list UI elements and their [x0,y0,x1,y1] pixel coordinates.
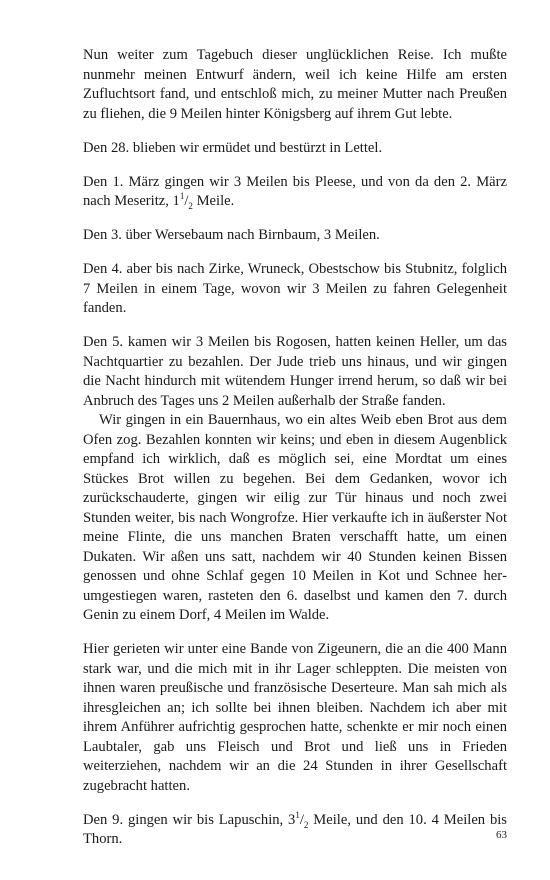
march-text-end: Meile. [192,193,235,209]
paragraph-5: Den 5. kamen wir 3 Meilen bis Rogosen, hatten keinen Heller, um das Nachtquartier zu bezahlen. Der Jude trieb uns hinaus, und wir gingen die Nacht hindurch mit wütendem Hunger irrend herum, so daß wir bei Anbruch des Tages uns 2 Meilen außerhalb der Straße fanden. [83,334,507,409]
fraction-slash: / [184,193,189,209]
paragraph-zigeuner: Hier gerieten wir unter eine Bande von Zigeunern, die an die 400 Mann stark war, und die mich mit in ihr Lager schleppten. Die meisten von ihnen waren preußische und französische Deserteure. Man sah mich als ihresgleichen an; ich sollte bei ihnen bleiben. Nachdem ich aber mit ihrem Anführer aufrichtig gesprochen hatte, schenkte er mir noch einen Laubtaler, gab uns Fleisch und Brot und ließ uns in Frieden weiterziehen, nachdem wir an die 24 Stunden in ihrer Gesellschaft zugebracht hatten. [83,641,507,794]
march-text: Den 1. März gingen wir 3 Meilen bis Pleese, und von da den 2. März nach Meseritz, 1 [83,173,507,209]
page-number: 63 [496,829,507,841]
paragraph-3: Den 3. über Wersebaum nach Birnbaum, 3 Meilen. [83,227,380,243]
paragraph-28: Den 28. blieben wir ermüdet und bestürzt in Lettel. [83,139,383,156]
paragraph-9 [83,811,507,850]
fraction-denominator: 2 [188,200,193,211]
paragraph-bauernhaus: Wir gingen in ein Bauernhaus, wo ein altes Weib eben Brot aus dem Ofen zog. Bezahlen konnten wir keins; und eben in diesem Augenblick empfand ich wirklich, daß es möglich sei, eine Mordtat um eines Stückes Brot willen zu begehen. Bei dem Gedanken, wovor ich zurückschauderte, gingen wir eilig zur Tür hinaus und noch zwei Stunden weiter, bis nach Wongrofze. Hier verkaufte ich in äußerster Not meine Flinte, die uns manchen Braten verschafft hatte, um einen Dukaten. Wir aßen uns satt, nachdem wir 40 Stunden keinen Bissen genossen und ohne Schlaf gegen 10 Meilen in Kot und Schnee herumgestiegen waren, rasteten den 6. daselbst und kamen den 7. durch Genin zu einem Dorf, 4 Meilen im Walde. [83,412,507,623]
paragraph-march [83,173,507,212]
last-text: Den 9. gingen wir bis Lapuschin, 3 [83,811,296,828]
page-text [83,46,507,850]
last-text-end: Meile, und den 10. 4 Meilen bis Thorn. [83,811,507,847]
fraction-numerator: 1 [179,191,185,202]
fraction-numerator: 1 [295,809,300,820]
paragraph-intro: Nun weiter zum Tagebuch dieser unglücklichen Reise. Ich mußte nunmehr meinen Entwurf ändern, weil ich keine Hilfe am ersten Zufluchtsort fand, und entschloß mich, zu meiner Mutter nach Preußen zu fliehen, die 9 Meilen hinter Königsberg auf ihrem Gut lebte. [83,47,507,122]
paragraph-4: Den 4. aber bis nach Zirke, Wruneck, Obestschow bis Stubnitz, folglich 7 Meilen in einem Tage, wovon wir 3 Meilen zu fahren Gelegenheit fanden. [83,261,507,316]
fraction-slash: / [299,811,304,828]
fraction-denominator: 2 [303,819,309,830]
